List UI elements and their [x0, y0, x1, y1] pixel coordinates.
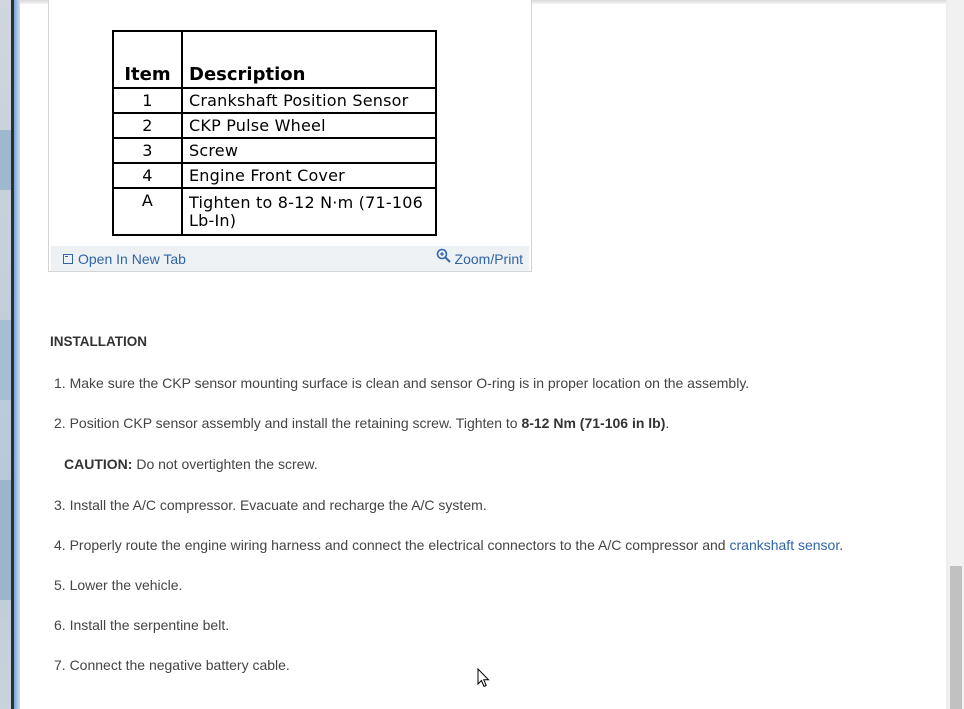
- step-5: 5. Lower the vehicle.: [54, 577, 183, 593]
- column-header-description: Description: [182, 31, 436, 88]
- caution-label: CAUTION:: [64, 456, 133, 472]
- step-7: 7. Connect the negative battery cable.: [54, 657, 290, 673]
- crankshaft-sensor-link[interactable]: crankshaft sensor: [729, 537, 840, 553]
- table-header-row: [113, 31, 436, 88]
- column-header-item: Item: [113, 31, 182, 88]
- desktop-background-sliver: [0, 0, 11, 709]
- row-item: 1: [113, 88, 182, 113]
- caution-text: Do not overtighten the screw.: [132, 456, 318, 472]
- row-item: 3: [113, 138, 182, 163]
- figure-image: [51, 0, 529, 246]
- figure-footer: [51, 246, 529, 271]
- step-4: [54, 537, 843, 553]
- figure-card: [48, 0, 532, 272]
- table-row: [113, 113, 436, 138]
- step-1: 1. Make sure the CKP sensor mounting surface is clean and sensor O-ring is in proper location on the assembly.: [54, 375, 750, 391]
- table-row: [113, 188, 436, 235]
- page-left-edge: [14, 0, 20, 709]
- zoom-print-label: Zoom/Print: [454, 251, 523, 267]
- row-description: Crankshaft Position Sensor: [182, 88, 436, 113]
- step-4-text: 4. Properly route the engine wiring harness and connect the electrical connectors to the A/C compressor and: [54, 537, 730, 553]
- row-item: 4: [113, 163, 182, 188]
- caution-note: [64, 456, 318, 472]
- open-in-new-tab-label: Open In New Tab: [78, 251, 186, 267]
- installation-heading: INSTALLATION: [50, 334, 147, 349]
- row-item: 2: [113, 113, 182, 138]
- legend-table: [112, 30, 437, 236]
- step-2-end: .: [665, 415, 670, 431]
- scrollbar-thumb[interactable]: [950, 566, 962, 709]
- step-3: 3. Install the A/C compressor. Evacuate and recharge the A/C system.: [54, 497, 487, 513]
- step-2: [54, 415, 669, 431]
- mouse-cursor-icon: [477, 668, 491, 688]
- step-6: 6. Install the serpentine belt.: [54, 617, 230, 633]
- torque-spec: 8-12 Nm (71-106 in lb): [521, 415, 666, 431]
- table-row: [113, 163, 436, 188]
- table-row: [113, 138, 436, 163]
- table-row: [113, 88, 436, 113]
- row-item: A: [113, 188, 182, 235]
- step-2-text: 2. Position CKP sensor assembly and install the retaining screw. Tighten to: [54, 415, 522, 431]
- zoom-icon: [436, 248, 452, 264]
- open-in-new-tab-link[interactable]: [63, 251, 186, 267]
- open-new-tab-icon: [63, 254, 73, 264]
- row-description: Screw: [182, 138, 436, 163]
- zoom-print-link[interactable]: [436, 248, 523, 267]
- row-description: CKP Pulse Wheel: [182, 113, 436, 138]
- row-description: Engine Front Cover: [182, 163, 436, 188]
- step-4-end: .: [839, 537, 844, 553]
- row-description: Tighten to 8-12 N·m (71-106 Lb-In): [182, 188, 436, 235]
